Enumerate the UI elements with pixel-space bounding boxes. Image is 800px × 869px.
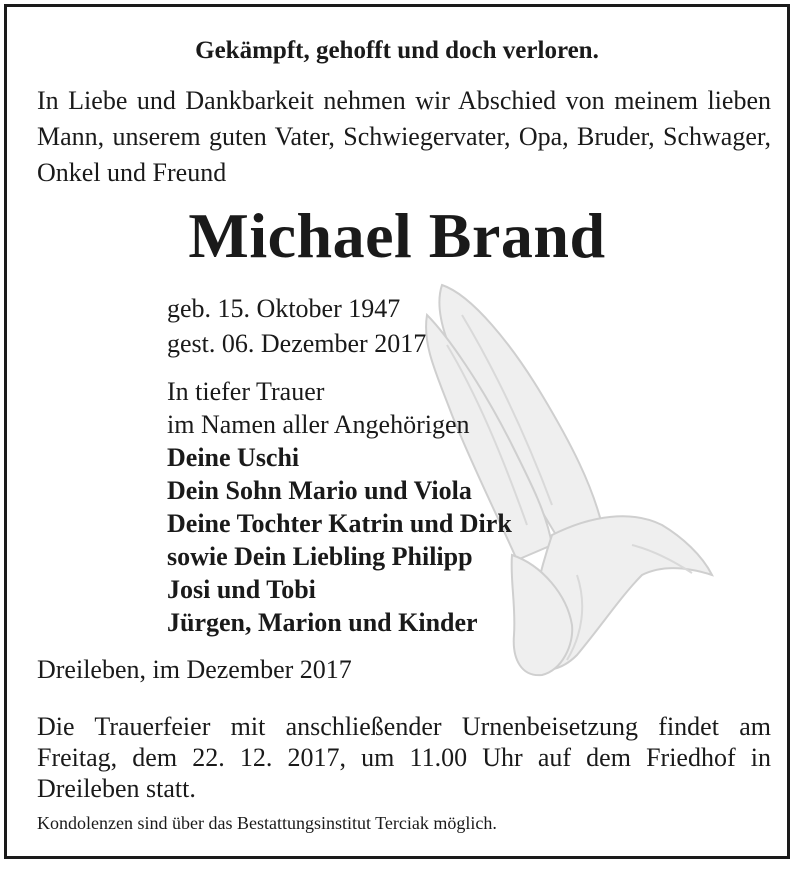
- family-member: sowie Dein Liebling Philipp: [167, 542, 473, 571]
- condolence-note: Kondolenzen sind über das Bestattungsinstitut Terciak möglich.: [37, 813, 497, 833]
- mourning-line: In tiefer Trauer: [167, 377, 325, 406]
- birth-date: geb. 15. Oktober 1947: [167, 294, 401, 323]
- family-member: Dein Sohn Mario und Viola: [167, 476, 472, 505]
- mourning-line: im Namen aller Angehörigen: [167, 410, 470, 439]
- family-member: Deine Tochter Katrin und Dirk: [167, 509, 512, 538]
- family-member: Deine Uschi: [167, 443, 300, 472]
- funeral-service-info: Die Trauerfeier mit anschließender Urnenbeisetzung findet am Freitag, dem 22. 12. 2017, um 11.00 Uhr auf dem Friedhof in Dreileben statt.: [37, 712, 771, 803]
- family-member: Josi und Tobi: [167, 575, 316, 604]
- death-date: gest. 06. Dezember 2017: [167, 329, 427, 358]
- life-dates: [167, 291, 426, 361]
- mourners-list: [167, 375, 512, 639]
- intro-text: In Liebe und Dankbarkeit nehmen wir Abschied von meinem lieben Mann, unserem guten Vater, Schwiegervater, Opa, Bruder, Schwager, Onkel und Freund: [37, 86, 771, 187]
- obituary-notice: [4, 4, 790, 859]
- motto-heading: Gekämpft, gehofft und doch verloren.: [195, 37, 599, 64]
- deceased-name: Michael Brand: [188, 200, 606, 271]
- family-member: Jürgen, Marion und Kinder: [167, 608, 478, 637]
- place-date: Dreileben, im Dezember 2017: [37, 655, 352, 684]
